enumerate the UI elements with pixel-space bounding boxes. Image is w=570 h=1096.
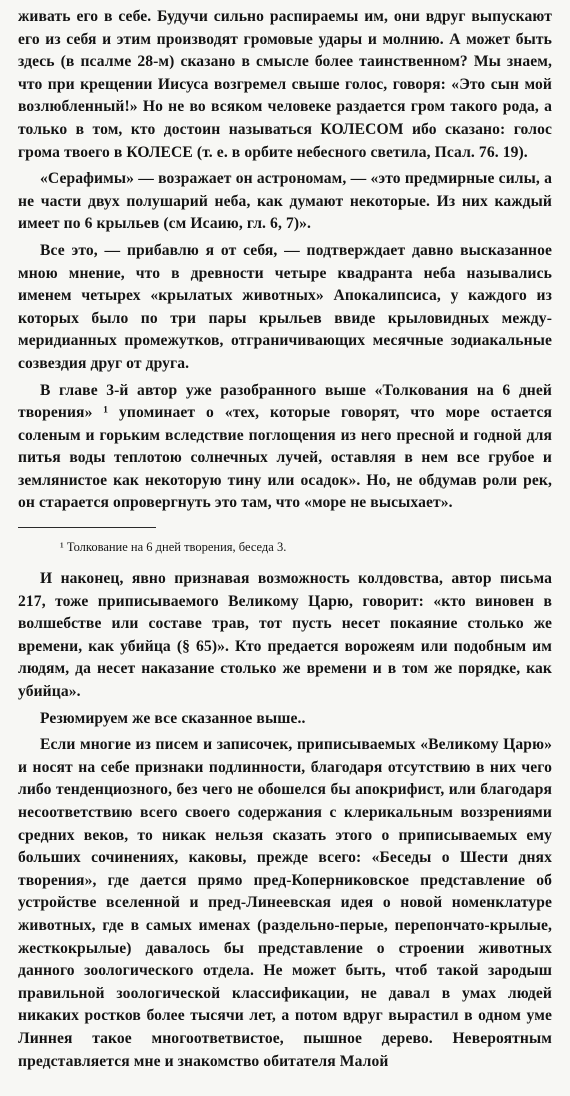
page	[18, 6, 552, 1090]
paragraph-thunder: живать его в себе. Будучи сильно распираемы им, они вдруг выпускают его из себя и этим производят громовые удары и молнию. А может быть здесь (в псалме 28-м) сказано в смысле более таинственном? Мы знаем, что при крещении Иисуса возгремел свыше голос, говоря: «Это сын мой возлюбленный!» Но не во всяком человеке раздается гром такого рода, а только в том, кто достоин называться КОЛЕСОМ ибо сказано: голос грома твоего в КОЛЕСЕ (т. е. в орбите небесного светила, Псал. 76. 19).	[18, 8, 552, 161]
paragraph-quadrants: Все это, — прибавлю я от себя, — подтверждает давно высказанное мною мнение, что в древности четыре квадранта неба назывались именем четырех «крылатых животных» Апокалипсиса, у каждого из которых было по три пары крыльев ввиде крыловидных между-меридианных промежутков, отграничивающих месячные зодиакальные созвездия друг от друга.	[18, 241, 552, 372]
paragraph-seraphim: «Серафимы» — возражает он астрономам, — «это предмирные силы, а не части двух полушарий неба, как думают некоторые. Из них каждый имеет по 6 крыльев (см Исаию, гл. 6, 7)».	[18, 170, 552, 233]
footnote-divider	[18, 527, 156, 528]
paragraph-conclusion: Если многие из писем и записочек, приписываемых «Великому Царю» и носят на себе признаки подлинности, благодаря отсутствию в них чего либо тенденциозного, без чего не обошелся бы апокрифист, или благодаря несоответствию всего своего содержания с клерикальным воззрениями средних веков, то никак нельзя сказать этого о приписываемых ему больших сочинениях, каковы, прежде всего: «Беседы о Шести днях творения», где дается прямо пред-Коперниковское представление об устройстве вселенной и пред-Линеевская идея о новой номенклатуре животных, где в самых именах (раздельно-перые, перепончато-крылые, жесткокрылые) давалось бы представление о строении животных данного зоологического отдела. Не может быть, чтоб такой зародыш правильной зоологической классификации, не давал в умах людей никаких ростков более тысячи лет, а потом вдруг вырастил в одном уме Линнея такое многоответвистое, пышное дерево. Невероятным представляется мне и знакомство обитателя Малой	[18, 736, 552, 1070]
paragraph-summary: Резюмируем же все сказанное выше..	[40, 709, 306, 727]
paragraph-witchcraft: И наконец, явно признавая возможность колдовства, автор письма 217, тоже приписываемого Великому Царю, говорит: «кто виновен в волшебстве или составе трав, тот пусть несет покаяние столько же времени, как убийца (§ 65)». Кто предается ворожеям или подобным им людям, да несет наказание столько же времени и в том же порядке, как убийца».	[18, 570, 552, 701]
footnote: ¹ Толкование на 6 дней творения, беседа 3.	[60, 540, 287, 555]
paragraph-sea: В главе 3-й автор уже разобранного выше «Толкования на 6 дней творения» ¹ упоминает о «тех, которые говорят, что море остается соленым и горьким вследствие поглощения из него пресной и годной для питья воды теплотою солнечных лучей, оставляя в нем все грубое и землянистое как некоторую тину или осадок». Но, не обдумав роли рек, он старается опровергнуть это там, что «море не высыхает».	[18, 381, 552, 512]
